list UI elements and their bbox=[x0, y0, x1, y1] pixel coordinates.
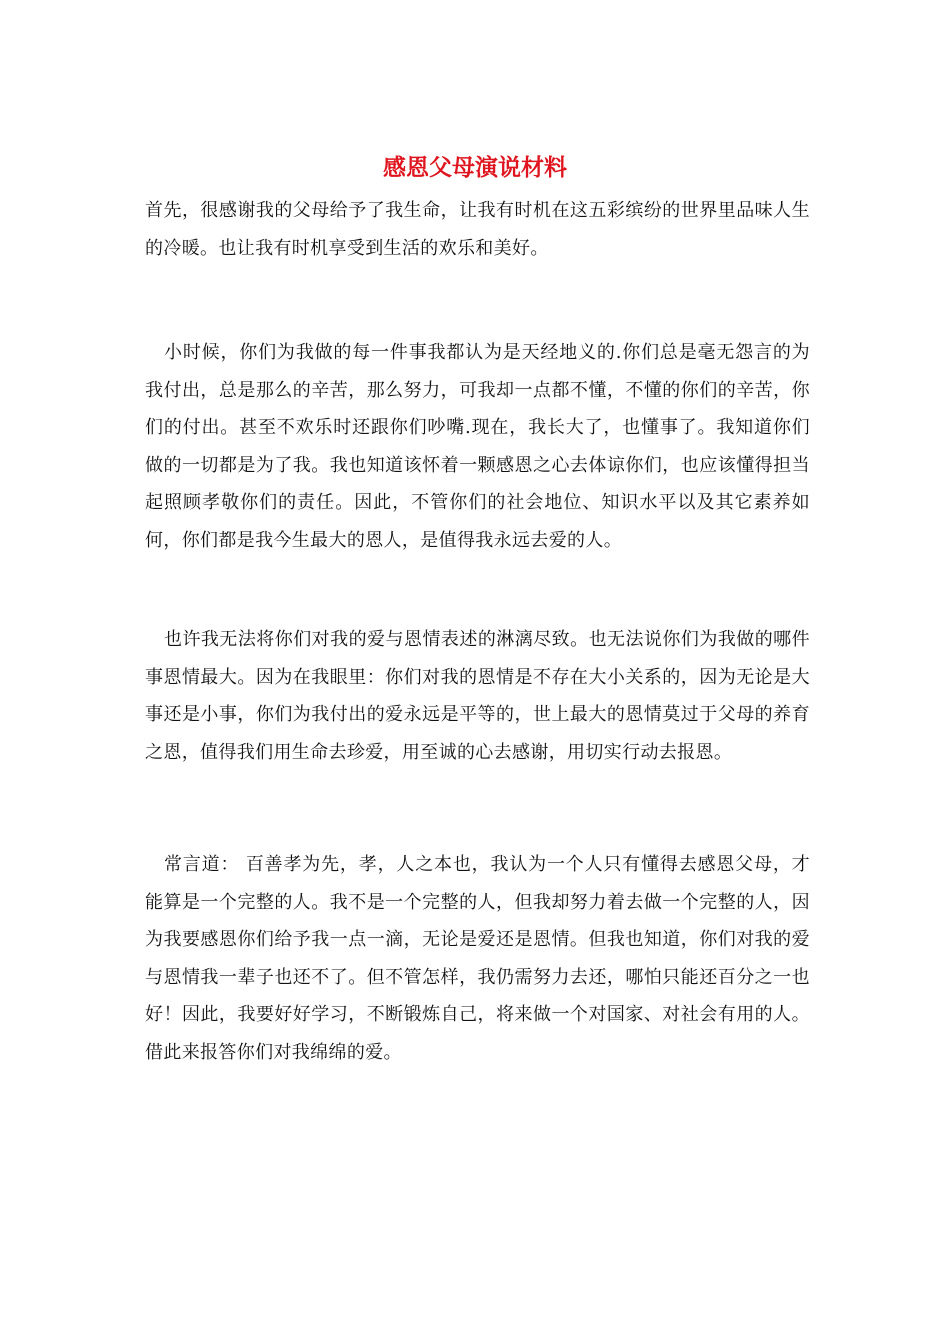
paragraph-4: 常言道： 百善孝为先，孝，人之本也，我认为一个人只有懂得去感恩父母，才能算是一个完整的人。我不是一个完整的人，但我却努力着去做一个完整的人，因为我要感恩你们给予我一点一滴，无论是爱还是恩情。但我也知道，你们对我的爱与恩情我一辈子也还不了。但不管怎样，我仍需努力去还，哪怕只能还百分之一也好！因此，我要好好学习，不断锻炼自己，将来做一个对国家、对社会有用的人。借此来报答你们对我绵绵的爱。 bbox=[145, 854, 810, 1063]
paragraph-2: 小时候，你们为我做的每一件事我都认为是天经地义的.你们总是毫无怨言的为我付出，总是那么的辛苦，那么努力，可我却一点都不懂，不懂的你们的辛苦，你们的付出。甚至不欢乐时还跟你们吵嘴.现在，我长大了，也懂事了。我知道你们做的一切都是为了我。我也知道该怀着一颗感恩之心去体谅你们，也应该懂得担当起照顾孝敬你们的责任。因此，不管你们的社会地位、知识水平以及其它素养如何，你们都是我今生最大的恩人，是值得我永远去爱的人。 bbox=[145, 342, 810, 551]
paragraph-1: 首先，很感谢我的父母给予了我生命，让我有时机在这五彩缤纷的世界里品味人生的冷暖。也让我有时机享受到生活的欢乐和美好。 bbox=[145, 200, 810, 259]
paragraph-3: 也许我无法将你们对我的爱与恩情表述的淋漓尽致。也无法说你们为我做的哪件事恩情最大。因为在我眼里：你们对我的恩情是不存在大小关系的，因为无论是大事还是小事，你们为我付出的爱永远是平等的，世上最大的恩情莫过于父母的养育之恩，值得我们用生命去珍爱，用至诚的心去感谢，用切实行动去报恩。 bbox=[145, 629, 810, 763]
document-title: 感恩父母演说材料 bbox=[383, 154, 567, 181]
